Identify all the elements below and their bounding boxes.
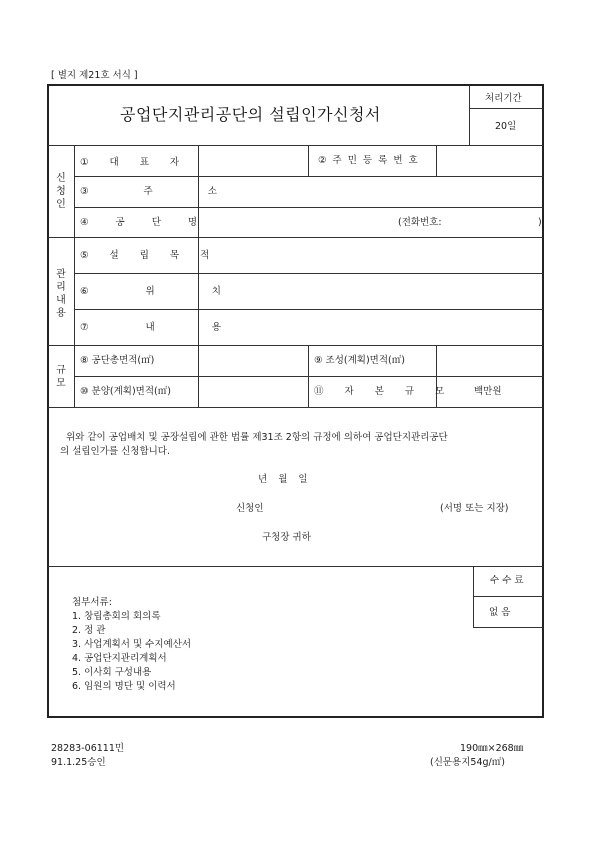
form-number: [ 별지 제21호 서식 ]: [51, 70, 138, 81]
fee-value: 없 음: [489, 607, 511, 618]
application-date: 년 월 일: [258, 474, 308, 485]
phone-close: ): [538, 217, 542, 228]
phone-label: (전화번호:: [398, 217, 442, 228]
total-area-label: ⑧ 공단총면적(㎡): [80, 355, 155, 366]
form-code: 28283-06111민: [51, 743, 125, 754]
statement-line-2: 의 설립인가를 신청합니다.: [60, 446, 171, 457]
attachment-item: 5. 이사회 구성내용: [72, 667, 152, 678]
paper-size: 190㎜×268㎜: [460, 743, 524, 754]
capital-unit: 백만원: [474, 386, 502, 397]
applicant-signature-label: 신청인: [236, 503, 264, 514]
processing-period-label: 처리기간: [485, 93, 522, 104]
location-label: ⑥ 위 치: [80, 286, 248, 297]
resident-number-label: ② 주 민 등 록 번 호: [318, 155, 420, 166]
attachments-list: [72, 596, 191, 694]
form-title: 공업단지관리공단의 설립인가신청서: [120, 105, 381, 124]
attachment-item: 4. 공업단지관리계획서: [72, 653, 167, 664]
representative-label: ① 대 표 자: [80, 157, 189, 168]
attachment-item: 6. 임원의 명단 및 이력서: [72, 681, 176, 692]
processing-period-value: 20일: [495, 121, 517, 132]
purpose-label: ⑤ 설 립 목 적: [80, 250, 219, 261]
applicant-section-label: 신청인: [56, 173, 66, 210]
scale-section-label: 규모: [56, 365, 66, 389]
management-section-label: 관리내용: [56, 269, 66, 319]
approval-date: 91.1.25승인: [51, 757, 106, 768]
content-label: ⑦ 내 용: [80, 322, 248, 333]
fee-label: 수 수 료: [490, 575, 524, 586]
statement-line-1: 위와 같이 공업배치 및 공장설립에 관한 법률 제31조 2항의 규정에 의하여 공업단지관리공단: [66, 432, 448, 443]
attachment-item: 1. 창립총회의 회의록: [72, 611, 161, 622]
paper-type: (신문용지54g/㎡): [430, 757, 505, 768]
addressee: 구청장 귀하: [262, 532, 311, 543]
developed-area-label: ⑨ 조성(계획)면적(㎡): [314, 355, 405, 366]
attachment-item: 3. 사업계획서 및 수지예산서: [72, 639, 192, 650]
attachments-heading: 첨부서류:: [72, 597, 112, 608]
capital-label: ⑪ 자 본 규 모: [314, 386, 454, 397]
signature-note: (서명 또는 지장): [440, 503, 509, 514]
sale-area-label: ⑩ 분양(계획)면적(㎡): [80, 386, 171, 397]
corporation-name-label: ④ 공 단 명: [80, 217, 210, 228]
attachment-item: 2. 정 관: [72, 625, 106, 636]
address-label: ③ 주 소: [80, 186, 243, 197]
